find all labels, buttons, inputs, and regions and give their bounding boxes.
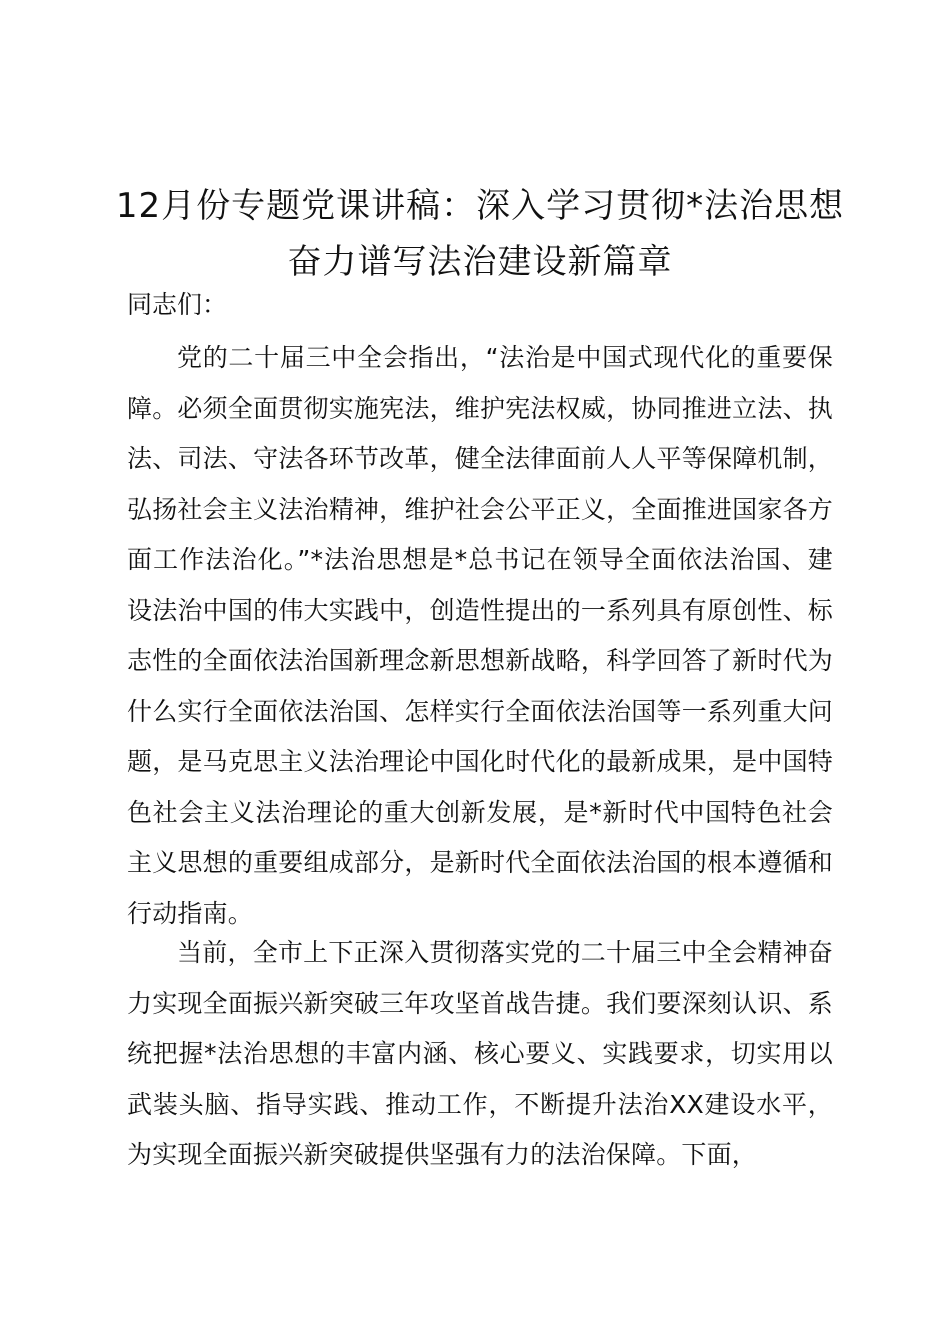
body-paragraph-2: 当前，全市上下正深入贯彻落实党的二十届三中全会精神奋力实现全面振兴新突破三年攻坚首战告捷。我们要深刻认识、系统把握*法治思想的丰富内涵、核心要义、实践要求，切实用以武装头脑、指导实践、推动工作，不断提升法治XX建设水平，为实现全面振兴新突破提供坚强有力的法治保障。下面， <box>127 938 833 1169</box>
body-paragraph-1: 党的二十届三中全会指出，“法治是中国式现代化的重要保障。必须全面贯彻实施宪法，维护宪法权威，协同推进立法、执法、司法、守法各环节改革，健全法律面前人人平等保障机制，弘扬社会主义法治精神，维护社会公平正义，全面推进国家各方面工作法治化。”*法治思想是*总书记在领导全面依法治国、建设法治中国的伟大实践中，创造性提出的一系列具有原创性、标志性的全面依法治国新理念新思想新战略，科学回答了新时代为什么实行全面依法治国、怎样实行全面依法治国等一系列重大问题，是马克思主义法治理论中国化时代化的最新成果，是中国特色社会主义法治理论的重大创新发展，是*新时代中国特色社会主义思想的重要组成部分，是新时代全面依法治国的根本遵循和行动指南。 <box>127 343 833 928</box>
document-title: 12月份专题党课讲稿：深入学习贯彻*法治思想奋力谱写法治建设新篇章 <box>115 186 845 282</box>
salutation: 同志们： <box>127 290 228 319</box>
